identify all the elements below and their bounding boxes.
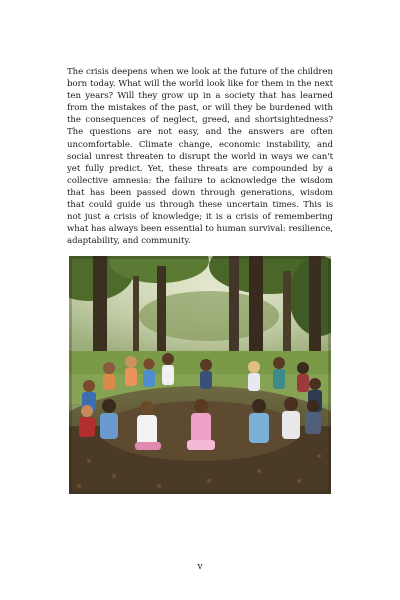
page-number: v: [197, 562, 203, 572]
body-paragraph: The crisis deepens when we look at the future of the children born today. What will the world look like for them in the next ten years? Will they grow up in a society that has learned from the mistakes of the past, or will they be burdened with the consequences of neglect, greed, and shortsightedness? The questions are not easy, and the answers are often uncomfortable. Climate change, economic instability, and social unrest threaten to disrupt the world in ways we can't yet fully predict. Yet, these threats are compounded by a collective amnesia: the failure to acknowledge the wisdom that has been passed down through generations, wisdom that could guide us through these uncertain times. This is not just a crisis of knowledge; it is a crisis of remembering what has always been essential to human survival: resilience, adaptability, and community.: [67, 67, 333, 247]
children-circle-photo: [69, 256, 331, 494]
